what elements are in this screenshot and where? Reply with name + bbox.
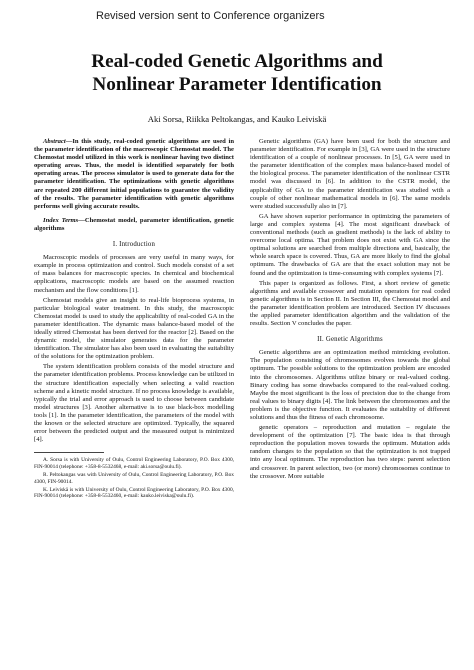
abstract-text: —In this study, real-coded genetic algorithms are used in the parameter identification of the macroscopic Chemostat model. The Chemostat model utilized in this work is nonlinear having two distinct operating areas. Thus, the model is identified separately for both operating areas. The process simulator is used to generate data for the parameter identification. The optimizations with genetic algorithms are repeated 200 different initial populations to guarantee the validity of the results. The parameter identification with genetic algorithms performs well giving accurate results. [34, 138, 234, 210]
paragraph: The system identification problem consists of the model structure and the parameter identification problems. Process knowledge can be utilized in the structure identification especially when selecting a valid reaction scheme and a kinetic model structure. If no process knowledge is available, typically the trial and error approach is used to choose between candidate model structures [3]. Another alternative is to use black-box modelling tools [1]. In the parameter identification, the parameters of the model with the known or the selected structure are optimized. Typically, the squared error between the predicted output and the measured output is minimized [4]. [34, 363, 234, 444]
index-terms-label: Index Terms [43, 216, 79, 224]
section-heading-introduction: I. Introduction [112, 241, 156, 249]
paragraph: Chemostat models give an insight to real-life bioprocess systems, in particular biological water treatment. In this study, the macroscopic Chemostat model is used to study the applicability of real-coded GA in the parameter identification. The dynamic mass balance-based model of the ideally stirred Chemostat has been derived for the reactor [2]. Based on the dynamic model, the simulator generates data for the parameter identification. The simulator has also been used in evaluating the suitability of the solutions for the optimization problem. [34, 296, 234, 361]
abstract-label: Abstract [43, 138, 66, 145]
title-line-2: Nonlinear Parameter Identification [92, 74, 382, 95]
footnote: R. Peltokangas was with University of Oulu, Control Engineering Laboratory, P.O. Box 4300, FIN-90014. [34, 472, 234, 485]
index-terms-text: —Chemostat model, parameter identification, genetic algorithms [34, 216, 234, 232]
right-column [250, 138, 450, 483]
paragraph: This paper is organized as follows. First, a short review of genetic algorithms and available crossover and mutation operators for real coded genetic algorithms is in Section II. In Section III, the Chemostat model and the parameter identification problem are introduced. Section IV discusses the applied parameter identification algorithm and the validation of the results. Section V concludes the paper. [250, 279, 450, 328]
paragraph: Genetic algorithms (GA) have been used for both the structure and parameter identification. For example in [3], GA were used in the structure identification of a couple of nonlinear processes. In [5], GA were used in the parameter identification of the complex mass balance-based model of the biological process. The parameter identification of the nonlinear CSTR model was discussed in [6]. In addition to the CSTR model, the applicability of GA to the parameter identification was studied with a couple of other nonlinear mathematical models in [6]. The same models were studied successfully also in [7]. [250, 138, 450, 210]
paragraph: Genetic algorithms are an optimization method mimicking evolution. The population consisting of chromosomes evolves towards the global optimum. The possible solutions to the optimization problem are encoded into the chromosomes. Algorithms utilize binary or real-valued coding. Binary coding has some drawbacks compared to the real-valued coding. Maybe the most significant is the loss of precision due to the change from real values to binary digits [4]. The link between the chromosomes and the problem is the objective function. It evaluates the suitability of different solutions and thus the fitness of each chromosome. [250, 349, 450, 421]
paragraph: GA have shown superior performance in optimizing the parameters of large and complex systems [4]. The most significant drawback of conventional methods (such as gradient methods) is the lack of ability to overcome local optima. That problem does not exist with GA since the optimal solutions are searched from multiple directions and, basically, the whole search space is covered. Thus, GA are more likely to find the global optimum. The drawbacks of GA are that the exact solution may not be found and the optimization is time-consuming with complex systems [7]. [250, 212, 450, 277]
footnote: K. Leiviskä is with University of Oulu, Control Engineering Laboratory, P.O. Box 4300, FIN-90014 (telephone: +358-8-5532460, e-mail: kauko.leiviska@oulu.fi). [34, 486, 234, 500]
footnote: A. Sorsa is with University of Oulu, Control Engineering Laboratory, P.O. Box 4300, FIN-90014 (telephone: +358-8-5532468, e-mail: aki.sorsa@oulu.fi). [34, 457, 234, 470]
header-note: Revised version sent to Conference organizers [96, 10, 325, 22]
title-line-1: Real-coded Genetic Algorithms and [91, 51, 383, 72]
paper-title [0, 50, 474, 96]
index-terms [34, 217, 234, 233]
paragraph: genetic operators – reproduction and mutation – regulate the development of the optimization [7]. The basic idea is that through reproduction the population moves towards the optimum. Mutation adds random changes to the population so that the optimization is not trapped into any local optimum. The reproduction has two steps: parent selection and crossover. In parent selection, two (or more) chromosomes continue to the crossover. More suitable [250, 424, 450, 480]
footnote-divider [34, 452, 104, 453]
author-list: Aki Sorsa, Riikka Peltokangas, and Kauko Leiviskä [147, 114, 327, 124]
paragraph: Macroscopic models of processes are very useful in many ways, for example in process optimization and control. Such models consist of a set of mass balances for macroscopic species. In chemical and biochemical applications, macroscopic models are based on the assumed reaction mechanism and the flow conditions [1]. [34, 254, 234, 294]
abstract [34, 138, 234, 211]
section-heading-genetic-algorithms: II. Genetic Algorithms [317, 336, 383, 344]
left-column [34, 138, 234, 502]
